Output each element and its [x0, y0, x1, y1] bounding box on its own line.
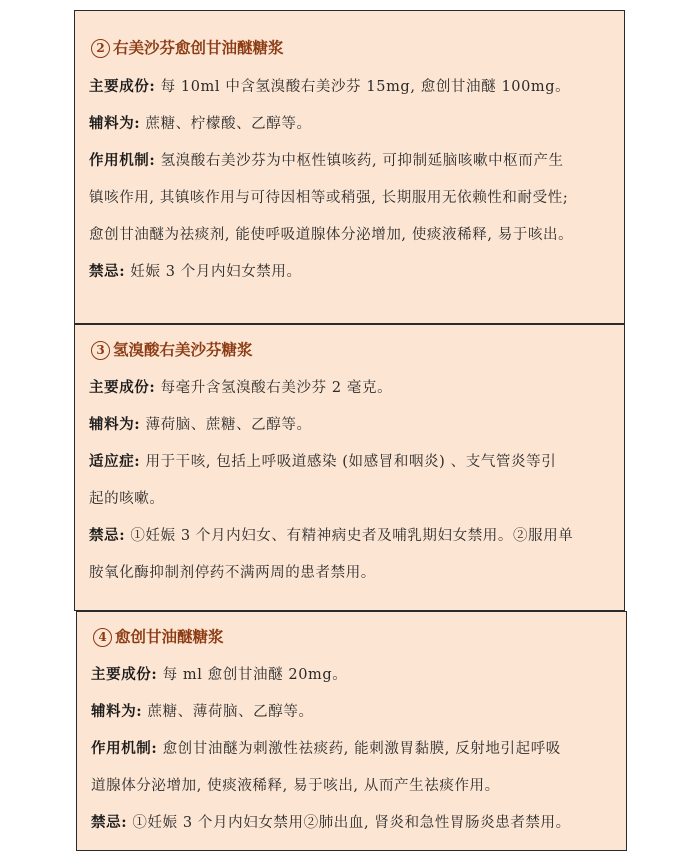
- circled-number: 3: [91, 341, 110, 360]
- excipients-row: 辅料为: 蔗糖、柠檬酸、乙醇等。: [89, 115, 312, 132]
- excipients-row: 辅料为: 蔗糖、薄荷脑、乙醇等。: [91, 703, 314, 720]
- section-title: 2 右美沙芬愈创甘油醚糖浆: [91, 36, 284, 58]
- excipients-row: 辅料为: 薄荷脑、蔗糖、乙醇等。: [89, 416, 312, 433]
- section-title: 3 氢溴酸右美沙芬糖浆: [91, 338, 253, 360]
- indication-row: 适应症: 用于干咳, 包括上呼吸道感染 (如感冒和咽炎) 、支气管炎等引: [89, 453, 557, 470]
- drug-card-dextromethorphan-guaifenesin: [74, 10, 625, 324]
- ingredients-row: 主要成份: 每 10ml 中含氢溴酸右美沙芬 15mg, 愈创甘油醚 100mg。: [89, 78, 571, 95]
- drug-card-dextromethorphan-hbr: [74, 324, 625, 611]
- ingredients-row: 主要成份: 每 ml 愈创甘油醚 20mg。: [91, 666, 348, 683]
- mechanism-row: 作用机制: 氢溴酸右美沙芬为中枢性镇咳药, 可抑制延脑咳嗽中枢而产生: [89, 152, 564, 169]
- mechanism-continued: 愈创甘油醚为祛痰剂, 能使呼吸道腺体分泌增加, 使痰液稀释, 易于咳出。: [89, 227, 574, 243]
- mechanism-continued: 道腺体分泌增加, 使痰液稀释, 易于咳出, 从而产生祛痰作用。: [91, 778, 500, 794]
- section-title: 4 愈创甘油醚糖浆: [93, 625, 224, 647]
- contraindication-row: 禁忌: 妊娠 3 个月内妇女禁用。: [89, 263, 302, 280]
- drug-card-guaifenesin: [76, 611, 627, 851]
- indication-continued: 起的咳嗽。: [89, 491, 165, 507]
- contraindication-row: 禁忌: ①妊娠 3 个月内妇女禁用②肺出血, 肾炎和急性胃肠炎患者禁用。: [91, 814, 571, 831]
- ingredients-row: 主要成份: 每毫升含氢溴酸右美沙芬 2 毫克。: [89, 379, 393, 396]
- mechanism-continued: 镇咳作用, 其镇咳作用与可待因相等或稍强, 长期服用无依赖性和耐受性;: [89, 190, 569, 206]
- mechanism-row: 作用机制: 愈创甘油醚为刺激性祛痰药, 能刺激胃黏膜, 反射地引起呼吸: [91, 740, 561, 757]
- contraindication-row: 禁忌: ①妊娠 3 个月内妇女、有精神病史者及哺乳期妇女禁用。②服用单: [89, 527, 574, 544]
- circled-number: 4: [93, 628, 112, 647]
- circled-number: 2: [91, 39, 110, 58]
- contraindication-continued: 胺氧化酶抑制剂停药不满两周的患者禁用。: [89, 565, 376, 581]
